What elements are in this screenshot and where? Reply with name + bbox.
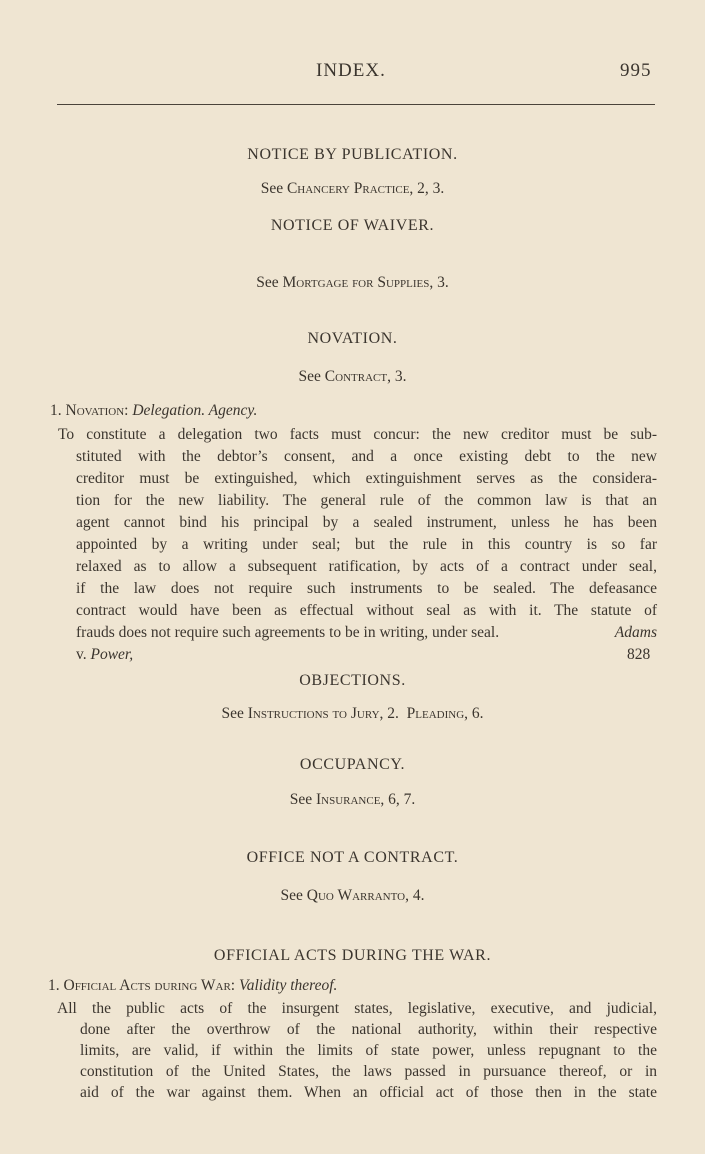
paragraph-line: limits, are valid, if within the limits of state power, unless repugnant to the <box>80 1042 657 1059</box>
reference: Quo Warranto, 4. <box>306 887 425 904</box>
paragraph-line: if the law does not require such instruments to be sealed. The defeasance <box>76 580 657 597</box>
paragraph-line: appointed by a writing under seal; but the rule in this country is so far <box>76 536 657 553</box>
see-label: See <box>221 705 244 722</box>
paragraph-line: contract would have been as effectual without seal as with it. The statute of <box>76 602 657 619</box>
header-rule <box>57 104 655 105</box>
index-entry-heading <box>50 402 257 420</box>
running-header-title: INDEX. <box>316 60 386 81</box>
paragraph-line: stituted with the debtor’s consent, and a once existing debt to the new <box>76 448 657 465</box>
section-heading: OFFICE NOT A CONTRACT. <box>246 849 459 866</box>
page-number: 995 <box>620 60 652 81</box>
paragraph-line: agent cannot bind his principal by a sealed instrument, unless he has been <box>76 514 657 531</box>
cross-reference <box>0 180 705 198</box>
section-heading: OCCUPANCY. <box>299 756 406 773</box>
paragraph-line: constitution of the United States, the laws passed in pursuance thereof, or in <box>80 1063 657 1080</box>
versus: v. <box>76 646 87 663</box>
see-label: See <box>256 274 279 291</box>
paragraph-line: All the public acts of the insurgent states, legislative, executive, and judicial, <box>57 1000 657 1017</box>
paragraph-line: creditor must be extinguished, which extinguishment serves as the considera- <box>76 470 657 487</box>
entry-title: Official Acts during War: <box>63 977 236 994</box>
reference: Chancery Practice, 2, 3. <box>286 180 445 197</box>
see-label: See <box>280 887 303 904</box>
section-heading: OBJECTIONS. <box>299 672 406 689</box>
case-name: Adams <box>614 624 657 641</box>
section-heading: NOTICE BY PUBLICATION. <box>247 146 458 163</box>
section-heading: NOTICE OF WAIVER. <box>270 217 435 234</box>
entry-title: Novation: <box>65 402 129 419</box>
reference: Contract, 3. <box>324 368 407 385</box>
entry-number: 1. <box>50 402 62 419</box>
page-reference: 828 <box>627 646 651 663</box>
cross-reference <box>0 368 705 386</box>
section-heading: OFFICIAL ACTS DURING THE WAR. <box>213 947 492 964</box>
paragraph-line: relaxed as to allow a subsequent ratification, by acts of a contract under seal, <box>76 558 657 575</box>
paragraph-line: To constitute a delegation two facts must concur: the new creditor must be sub- <box>58 426 657 443</box>
paragraph-line: tion for the new liability. The general rule of the common law is that an <box>76 492 657 509</box>
reference: Mortgage for Supplies, 3. <box>282 274 449 291</box>
reference: Insurance, 6, 7. <box>315 791 416 808</box>
entry-number: 1. <box>48 977 60 994</box>
see-label: See <box>260 180 284 197</box>
index-entry-heading <box>48 977 337 995</box>
cross-reference <box>0 705 705 723</box>
paragraph-line: done after the overthrow of the national authority, within their respective <box>80 1021 657 1038</box>
paragraph-line <box>76 624 657 642</box>
case-name: Power, <box>90 646 134 663</box>
entry-subtitle: Validity thereof. <box>238 977 338 994</box>
reference: Instructions to Jury, 2. <box>247 705 399 722</box>
case-citation-line <box>76 646 133 664</box>
see-label: See <box>298 368 321 385</box>
entry-subtitle: Delegation. Agency. <box>132 402 258 419</box>
line-text: frauds does not require such agreements to be in writing, under seal. <box>76 624 500 641</box>
section-heading: NOVATION. <box>307 330 398 347</box>
cross-reference <box>0 791 705 809</box>
see-label: See <box>289 791 313 808</box>
cross-reference <box>0 887 705 905</box>
cross-reference <box>0 274 705 292</box>
paragraph-line: aid of the war against them. When an official act of those then in the state <box>80 1084 657 1101</box>
reference: Pleading, 6. <box>406 705 484 722</box>
